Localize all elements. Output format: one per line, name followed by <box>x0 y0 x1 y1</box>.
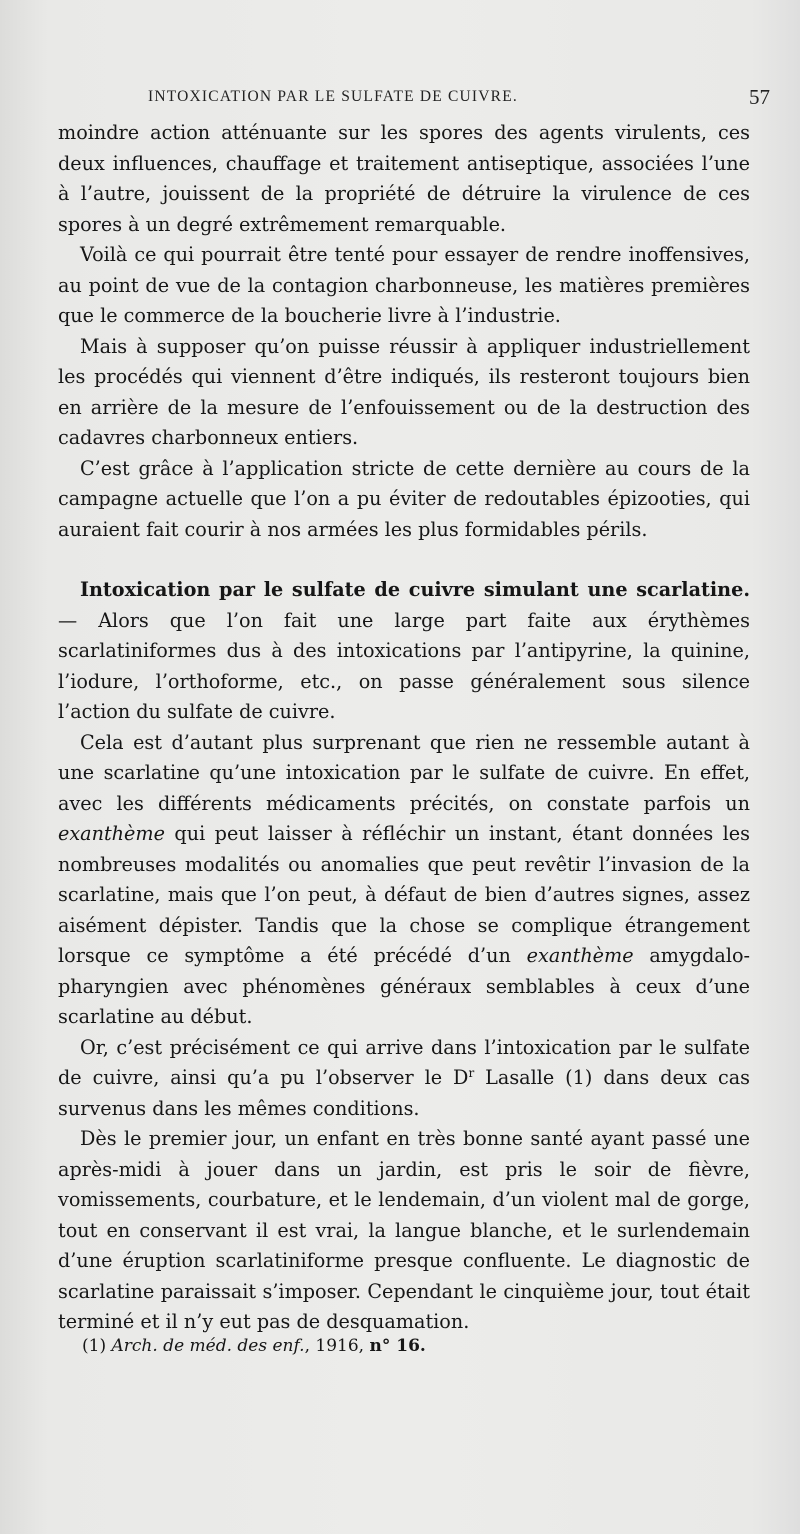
body-text <box>58 118 750 1338</box>
running-head <box>148 85 770 112</box>
footnote-issue: n° 16. <box>369 1336 426 1356</box>
running-title: INTOXICATION PAR LE SULFATE DE CUIVRE. <box>148 88 518 105</box>
paragraph-2: Voilà ce qui pourrait être tenté pour essayer de rendre inoffensives, au point de vue de la contagion charbonneuse, les matières premières que le commerce de la boucherie livre à l’industrie. <box>58 243 750 327</box>
paragraph-6-text-b: qui peut laisser à réfléchir un instant, étant données les nombreuses modalités ou anomalies que peut revêtir l’invasion de la scarlatine, mais que l’on peut, à défaut de bien d’autres signes, assez aisément dépister. Tandis que la chose se complique étrangement lorsque ce symptôme a été précédé d’un <box>58 822 750 967</box>
section-paragraph-text: — Alors que l’on fait une large part faite aux érythèmes scarlatiniformes dus à des intoxications par l’antipyrine, la quinine, l’iodure, l’orthoforme, etc., on passe généralement sous silence l’action du sulfate de cuivre. <box>58 608 750 723</box>
paragraph-7-text-a: Or, c’est précisément ce qui arrive dans l’intoxication par le sulfate de cuivre, ainsi qu’a pu l’observer le D <box>58 1035 750 1089</box>
paragraph-6-italic-2: exanthème <box>526 944 634 967</box>
paragraph-6 <box>58 728 750 1033</box>
paragraph-1: moindre action atténuante sur les spores des agents virulents, ces deux influences, chauffage et traitement antiseptique, associées l’une à l’autre, jouissent de la propriété de détruire la virulence de ces spores à un degré extrêmement remarquable. <box>58 121 750 236</box>
paragraph-6-text-c: amygdalo-pharyngien avec phénomènes généraux semblables à ceux d’une scarlatine au début. <box>58 944 751 1028</box>
section-paragraph <box>58 575 750 728</box>
paragraph-4: C’est grâce à l’application stricte de cette dernière au cours de la campagne actuelle que l’on a pu éviter de redoutables épizooties, qui auraient fait courir à nos armées les plus formidables périls. <box>58 456 750 541</box>
paragraph-8: Dès le premier jour, un enfant en très bonne santé ayant passé une après-midi à jouer dans un jardin, est pris le soir de fièvre, vomissements, courbature, et le lendemain, d’un violent mal de gorge, tout en conservant il est vrai, la langue blanche, et le surlendemain d’une éruption scarlatiniforme presque confluente. Le diagnostic de scarlatine paraissait s’imposer. Cependant le cinquième jour, tout était terminé et il n’y eut pas de desquamation. <box>58 1127 750 1333</box>
footnote-year: , 1916, <box>304 1336 365 1356</box>
page-number: 57 <box>749 85 770 109</box>
footnote-source: Arch. de méd. des enf. <box>111 1336 305 1356</box>
paragraph-7 <box>58 1033 750 1125</box>
footnote-marker: (1) <box>82 1336 107 1356</box>
paragraph-6-text-a: Cela est d’autant plus surprenant que rien ne ressemble autant à une scarlatine qu’une intoxication par le sulfate de cuivre. En effet, avec les différents médicaments précités, on constate parfois un <box>58 730 750 815</box>
paragraph-7-superscript: r <box>468 1066 475 1080</box>
paragraph-7-text-b: Lasalle (1) dans deux cas survenus dans les mêmes conditions. <box>58 1066 750 1120</box>
footnote <box>82 1334 742 1358</box>
paragraph-3: Mais à supposer qu’on puisse réussir à appliquer industriellement les procédés qui viennent d’être indiqués, ils resteront toujours bien en arrière de la mesure de l’enfouissement ou de la destruction des cadavres charbonneux entiers. <box>58 334 750 449</box>
paragraph-6-italic-1: exanthème <box>58 822 165 845</box>
section-title: Intoxication par le sulfate de cuivre simulant une scarlatine. <box>80 578 750 601</box>
